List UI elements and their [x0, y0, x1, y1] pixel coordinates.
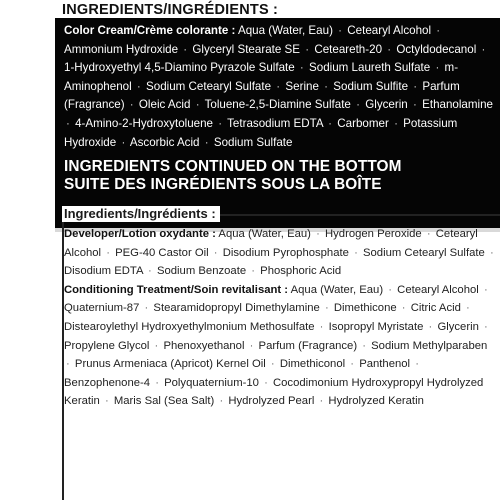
ingredient-separator: ·	[213, 246, 218, 259]
ingredient-item: Quaternium-87	[64, 302, 140, 315]
ingredient-item: Cetearyl Alcohol	[397, 283, 479, 296]
ingredient-separator: ·	[415, 358, 419, 371]
ingredient-separator: ·	[121, 135, 126, 149]
ingredient-separator: ·	[484, 320, 488, 333]
ingredient-item: Aqua (Water, Eau)	[218, 228, 311, 240]
ingredient-separator: ·	[387, 42, 392, 56]
ingredient-separator: ·	[276, 79, 281, 93]
color-cream-panel	[55, 0, 500, 228]
ingredient-separator: ·	[319, 320, 324, 333]
ingredient-item: Potassium Hydroxide	[64, 116, 458, 149]
ingredient-separator: ·	[394, 116, 398, 130]
ingredient-item: Cocodimonium Hydroxypropyl Hydrolyzed Keratin	[64, 376, 484, 408]
ingredient-separator: ·	[356, 98, 360, 112]
continued-notice-en: INGREDIENTS CONTINUED ON THE BOTTOM	[64, 158, 402, 175]
ingredient-separator: ·	[319, 395, 324, 408]
ingredient-item: Isopropyl Myristate	[328, 320, 424, 333]
ingredient-separator: ·	[362, 339, 366, 352]
continued-notice	[64, 158, 494, 194]
color-cream-list	[64, 24, 493, 149]
ingredient-separator: ·	[104, 395, 109, 408]
ingredient-item: Ascorbic Acid	[129, 135, 200, 149]
ingredient-separator: ·	[195, 98, 200, 112]
ingredient-separator: ·	[129, 98, 134, 112]
ingredient-item: Stearamidopropyl Dimethylamine	[153, 302, 320, 315]
ingredient-item: Sodium Cetearyl Sulfate	[362, 246, 485, 259]
lower-ingredients	[64, 225, 496, 411]
ingredient-item: Disodium Pyrophosphate	[222, 246, 349, 259]
ingredient-separator: ·	[66, 358, 70, 371]
ingredient-separator: ·	[428, 320, 433, 333]
ingredient-separator: ·	[426, 228, 431, 240]
ingredient-item: Toluene-2,5-Diamine Sulfate	[204, 98, 351, 112]
ingredient-item: Ammonium Hydroxide	[64, 42, 179, 56]
ingredient-item: Phosphoric Acid	[260, 265, 342, 278]
conditioning-list	[64, 284, 490, 408]
ingredient-item: Tetrasodium EDTA	[227, 116, 323, 130]
ingredient-item: Aqua (Water, Eau)	[290, 283, 384, 296]
ingredient-separator: ·	[144, 302, 149, 315]
ingredient-item: Phenoxyethanol	[163, 339, 245, 352]
ingredient-item: Prunus Armeniaca (Apricot) Kernel Oil	[74, 358, 266, 371]
ingredient-item: Parfum (Fragrance)	[64, 79, 460, 112]
ingredient-separator: ·	[204, 135, 209, 149]
ingredient-item: Cetearyl Alcohol	[347, 24, 432, 37]
ingredient-item: Sodium Benzoate	[156, 265, 247, 278]
ingredient-item: Panthenol	[359, 358, 411, 371]
ingredient-separator: ·	[249, 339, 254, 352]
ingredient-separator: ·	[305, 42, 310, 56]
ingredient-separator: ·	[483, 283, 488, 296]
ingredient-item: Ceteareth-20	[314, 42, 383, 56]
ingredient-separator: ·	[155, 376, 159, 389]
developer-label: Developer/Lotion oxydante :	[64, 228, 216, 240]
ingredient-item: Hydrolyzed Keratin	[328, 395, 424, 408]
ingredient-separator: ·	[264, 376, 268, 389]
ingredient-separator: ·	[154, 339, 159, 352]
ingredient-item: Oleic Acid	[138, 98, 191, 112]
ingredient-item: Propylene Glycol	[64, 339, 150, 352]
ingredient-item: Hydrogen Peroxide	[324, 228, 422, 240]
ingredient-separator: ·	[435, 61, 440, 75]
ingredient-item: Disodium EDTA	[64, 265, 143, 278]
ingredient-item: Aqua (Water, Eau)	[237, 24, 333, 37]
color-cream-ingredients	[64, 22, 494, 152]
ingredient-item: Glycerin	[437, 320, 479, 333]
ingredient-separator: ·	[413, 79, 418, 93]
ingredient-item: Maris Sal (Sea Salt)	[113, 395, 215, 408]
ingredient-item: Sodium Sulfite	[333, 79, 409, 93]
ingredient-item: PEG-40 Castor Oil	[115, 246, 209, 259]
ingredient-separator: ·	[328, 116, 333, 130]
ingredient-item: Sodium Sulfate	[213, 135, 293, 149]
ingredient-separator: ·	[436, 24, 441, 37]
ingredient-separator: ·	[324, 79, 329, 93]
color-cream-label: Color Cream/Crème colorante :	[64, 24, 236, 37]
continued-notice-fr: SUITE DES INGRÉDIENTS SOUS LA BOÎTE	[64, 176, 382, 193]
ingredient-item: Serine	[285, 79, 319, 93]
ingredient-separator: ·	[299, 61, 304, 75]
ingredient-separator: ·	[251, 265, 256, 278]
ingredient-separator: ·	[148, 265, 152, 278]
conditioning-paragraph	[64, 281, 496, 411]
ingredient-item: Distearoylethyl Hydroxyethylmonium Methosulfate	[64, 320, 315, 333]
ingredient-separator: ·	[270, 358, 275, 371]
ingredient-separator: ·	[354, 246, 358, 259]
ingredient-separator: ·	[219, 395, 224, 408]
conditioning-label: Conditioning Treatment/Soin revitalisant :	[64, 283, 289, 296]
top-heading: INGREDIENTS/INGRÉDIENTS :	[55, 0, 500, 20]
ingredient-item: Dimethicone	[333, 302, 397, 315]
ingredient-separator: ·	[106, 246, 110, 259]
ingredient-item: Parfum (Fragrance)	[258, 339, 358, 352]
developer-paragraph	[64, 225, 496, 281]
ingredient-separator: ·	[350, 358, 355, 371]
ingredient-separator: ·	[183, 42, 188, 56]
ingredient-item: Dimethiconol	[279, 358, 346, 371]
ingredient-item: Octyldodecanol	[396, 42, 477, 56]
ingredient-separator: ·	[218, 116, 223, 130]
ingredient-item: Hydrolyzed Pearl	[228, 395, 315, 408]
ingredient-item: Polyquaternium-10	[164, 376, 259, 389]
ingredient-item: m-Aminophenol	[64, 61, 459, 93]
ingredient-separator: ·	[66, 116, 70, 130]
ingredient-item: Cetearyl Alcohol	[64, 228, 478, 259]
ingredient-separator: ·	[401, 302, 406, 315]
ingredient-separator: ·	[388, 283, 393, 296]
ingredient-separator: ·	[136, 79, 141, 93]
ingredient-item: Sodium Laureth Sulfate	[309, 61, 431, 75]
ingredient-item: Sodium Methylparaben	[371, 339, 488, 352]
ingredient-separator: ·	[316, 228, 320, 240]
ingredient-separator: ·	[338, 24, 343, 37]
ingredient-item: Ethanolamine	[422, 98, 494, 112]
ingredient-item: Glyceryl Stearate SE	[192, 42, 300, 56]
ingredient-item: Citric Acid	[410, 302, 461, 315]
ingredient-separator: ·	[489, 246, 494, 259]
ingredient-item: Benzophenone-4	[64, 376, 151, 389]
ingredient-separator: ·	[413, 98, 417, 112]
lower-heading: Ingredients/Ingrédients :	[62, 206, 220, 222]
ingredient-separator: ·	[466, 302, 470, 315]
ingredient-item: 1-Hydroxyethyl 4,5-Diamino Pyrazole Sulfate	[64, 61, 295, 75]
ingredient-item: Carbomer	[337, 116, 389, 130]
ingredient-separator: ·	[481, 42, 486, 56]
ingredient-item: Glycerin	[365, 98, 408, 112]
ingredient-separator: ·	[324, 302, 329, 315]
ingredient-item: 4-Amino-2-Hydroxytoluene	[75, 116, 214, 130]
ingredient-item: Sodium Cetearyl Sulfate	[146, 79, 272, 93]
